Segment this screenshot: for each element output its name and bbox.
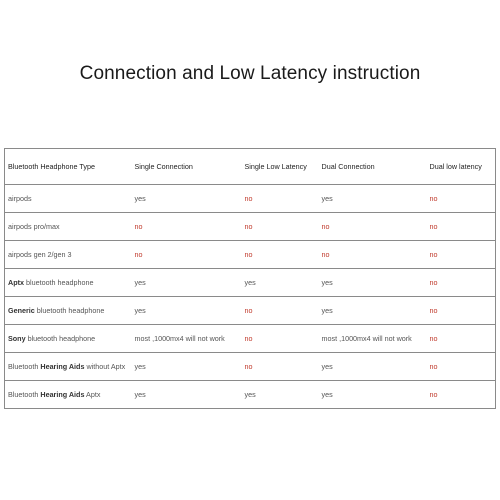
type-label-strong: Hearing Aids [40, 390, 85, 399]
cell-dual-low-latency: no [427, 353, 496, 381]
cell-single-low-latency: no [242, 325, 319, 353]
table-row [5, 241, 496, 269]
cell-single-low-latency: no [242, 213, 319, 241]
cell-dual-low-latency: no [427, 241, 496, 269]
cell-headphone-type [5, 269, 132, 297]
cell-dual-connection: yes [319, 353, 427, 381]
cell-headphone-type [5, 353, 132, 381]
header-dual-connection: Dual Connection [319, 149, 427, 185]
table-header-row [5, 149, 496, 185]
cell-headphone-type [5, 297, 132, 325]
cell-single-connection: yes [132, 269, 242, 297]
cell-headphone-type [5, 185, 132, 213]
type-label: bluetooth headphone [23, 278, 94, 287]
header-headphone-type: Bluetooth Headphone Type [5, 149, 132, 185]
cell-dual-connection: no [319, 213, 427, 241]
header-single-connection: Single Connection [132, 149, 242, 185]
type-label-strong: Generic [8, 306, 35, 315]
cell-dual-low-latency: no [427, 213, 496, 241]
cell-dual-low-latency: no [427, 185, 496, 213]
cell-headphone-type [5, 241, 132, 269]
table-row [5, 353, 496, 381]
type-label: airpods [8, 194, 32, 203]
cell-dual-low-latency: no [427, 381, 496, 409]
cell-single-low-latency: yes [242, 381, 319, 409]
cell-headphone-type [5, 381, 132, 409]
table-row [5, 269, 496, 297]
cell-dual-connection: no [319, 241, 427, 269]
cell-dual-connection: yes [319, 381, 427, 409]
cell-single-low-latency: no [242, 241, 319, 269]
page-title: Connection and Low Latency instruction [79, 63, 421, 84]
header-single-low-latency: Single Low Latency [242, 149, 319, 185]
table-row [5, 325, 496, 353]
cell-dual-connection: most ,1000mx4 will not work [319, 325, 427, 353]
cell-single-low-latency: no [242, 185, 319, 213]
type-label: airpods gen 2/gen 3 [8, 250, 72, 259]
type-label-strong: Aptx [8, 278, 24, 287]
cell-headphone-type [5, 213, 132, 241]
table-row [5, 213, 496, 241]
cell-headphone-type [5, 325, 132, 353]
cell-single-connection: no [132, 213, 242, 241]
table-body [5, 185, 496, 409]
cell-single-connection: yes [132, 353, 242, 381]
header-dual-low-latency: Dual low latency [427, 149, 496, 185]
cell-single-low-latency: yes [242, 269, 319, 297]
table-row [5, 297, 496, 325]
type-label: airpods pro/max [8, 222, 60, 231]
cell-single-connection: yes [132, 297, 242, 325]
type-label: without Aptx [84, 362, 126, 371]
cell-single-connection: most ,1000mx4 will not work [132, 325, 242, 353]
type-label: bluetooth headphone [34, 306, 105, 315]
type-label: bluetooth headphone [25, 334, 96, 343]
cell-single-low-latency: no [242, 297, 319, 325]
cell-single-connection: yes [132, 381, 242, 409]
type-label: Bluetooth [8, 362, 41, 371]
cell-single-connection: yes [132, 185, 242, 213]
cell-dual-low-latency: no [427, 297, 496, 325]
cell-dual-low-latency: no [427, 325, 496, 353]
cell-dual-low-latency: no [427, 269, 496, 297]
cell-dual-connection: yes [319, 185, 427, 213]
cell-dual-connection: yes [319, 297, 427, 325]
type-label-strong: Sony [8, 334, 26, 343]
type-label: Aptx [84, 390, 101, 399]
table-row [5, 381, 496, 409]
compatibility-table [4, 148, 496, 409]
type-label-strong: Hearing Aids [40, 362, 85, 371]
cell-single-low-latency: no [242, 353, 319, 381]
type-label: Bluetooth [8, 390, 41, 399]
table-row [5, 185, 496, 213]
cell-single-connection: no [132, 241, 242, 269]
cell-dual-connection: yes [319, 269, 427, 297]
